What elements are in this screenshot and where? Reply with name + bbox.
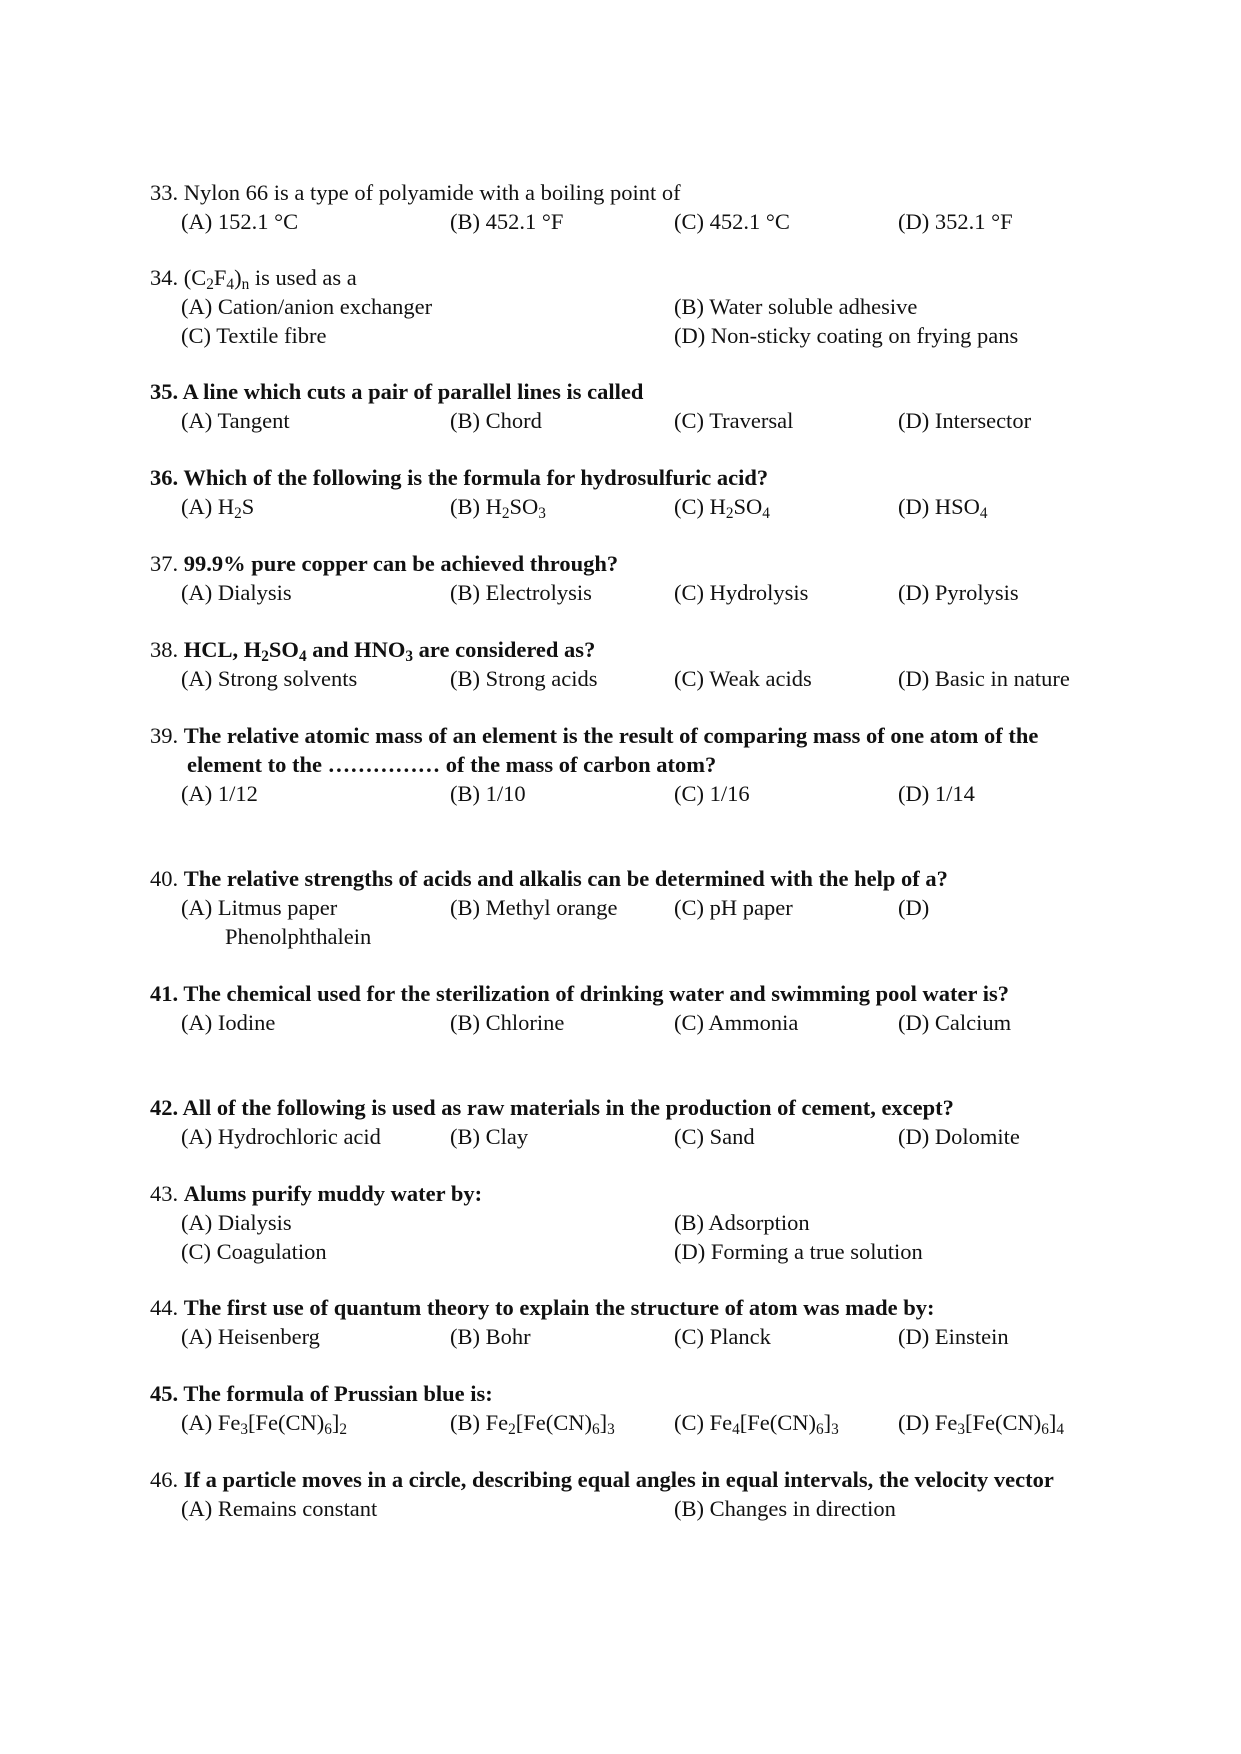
options-row: [150, 1208, 1100, 1237]
question-text: All of the following is used as raw materials in the production of cement, except?: [182, 1095, 954, 1120]
option-d-text[interactable]: Phenolphthalein: [225, 924, 372, 949]
option-d[interactable]: (D) Einstein: [898, 1324, 1009, 1349]
option-b[interactable]: (B) Bohr: [450, 1324, 531, 1349]
option-a[interactable]: (A) Hydrochloric acid: [181, 1124, 381, 1149]
question-number: 37.: [150, 551, 179, 576]
question-number: 39.: [150, 723, 179, 748]
option-a[interactable]: (A) $Fe_3[Fe(CN)_6]_2$: [181, 1410, 348, 1438]
question-number: 46.: [150, 1467, 179, 1492]
option-c[interactable]: (C) 1/16: [674, 781, 750, 806]
question-number: 45.: [150, 1381, 179, 1406]
option-d[interactable]: (D) Calcium: [898, 1010, 1012, 1035]
question-stem: [150, 1293, 1100, 1322]
option-d[interactable]: (D) Pyrolysis: [898, 580, 1019, 605]
question-number: 43.: [150, 1181, 179, 1206]
options-row: [150, 1008, 1100, 1037]
option-d[interactable]: (D) 352.1 °F: [898, 209, 1013, 234]
options-row: [150, 1494, 1100, 1523]
question-stem: [150, 864, 1100, 893]
question-stem: [150, 721, 1100, 750]
question-43: [150, 1179, 1100, 1266]
question-text: The relative strengths of acids and alkalis can be determined with the help of a?: [183, 866, 948, 891]
options-row: [150, 292, 1100, 321]
question-46: [150, 1465, 1100, 1523]
question-stem: [150, 1465, 1100, 1494]
question-42: [150, 1093, 1100, 1151]
question-text: HCL, $H_2SO_4$ and $HNO_3$ are considered as?: [183, 637, 596, 665]
question-text: $(C_2F_4)_n$ is used as a: [183, 265, 357, 293]
option-c[interactable]: (C) Ammonia: [674, 1010, 799, 1035]
options-row: [150, 1122, 1100, 1151]
option-a[interactable]: (A) Dialysis: [181, 580, 292, 605]
option-b[interactable]: (B) Adsorption: [674, 1210, 810, 1235]
option-c[interactable]: (C) pH paper: [674, 895, 793, 920]
question-37: [150, 549, 1100, 607]
question-text: A line which cuts a pair of parallel lines is called: [182, 379, 644, 404]
option-a[interactable]: (A) Heisenberg: [181, 1324, 320, 1349]
question-stem-continued: element to the …………… of the mass of carbon atom?: [187, 752, 717, 777]
question-number: 33.: [150, 180, 179, 205]
option-c[interactable]: (C) $Fe_4[Fe(CN)_6]_3$: [674, 1410, 839, 1438]
option-d[interactable]: (D) $HSO_4$: [898, 494, 988, 522]
question-44: [150, 1293, 1100, 1351]
option-c[interactable]: (C) Sand: [674, 1124, 755, 1149]
option-b[interactable]: (B) 1/10: [450, 781, 526, 806]
option-c[interactable]: (C) 452.1 °C: [674, 209, 790, 234]
question-41: [150, 979, 1100, 1037]
question-number: 41.: [150, 981, 179, 1006]
option-c[interactable]: (C) Textile fibre: [181, 323, 327, 348]
option-a[interactable]: (A) Remains constant: [181, 1496, 378, 1521]
question-number: 38.: [150, 637, 179, 662]
options-row: [150, 578, 1100, 607]
question-stem: [150, 178, 1100, 207]
option-a[interactable]: (A) Dialysis: [181, 1210, 292, 1235]
options-row: [150, 492, 1100, 521]
question-38: [150, 635, 1100, 693]
option-b[interactable]: (B) Strong acids: [450, 666, 598, 691]
question-text: The chemical used for the sterilization of drinking water and swimming pool water is?: [183, 981, 1009, 1006]
question-number: 35.: [150, 379, 179, 404]
question-stem: [150, 463, 1100, 492]
option-b[interactable]: (B) Clay: [450, 1124, 529, 1149]
question-text: Which of the following is the formula for hydrosulfuric acid?: [183, 465, 769, 490]
question-36: [150, 463, 1100, 521]
question-text: The relative atomic mass of an element is the result of comparing mass of one atom of the: [183, 723, 1039, 748]
question-text: Alums purify muddy water by:: [183, 1181, 483, 1206]
option-b[interactable]: (B) Water soluble adhesive: [674, 294, 918, 319]
option-b[interactable]: (B) Changes in direction: [674, 1496, 896, 1521]
options-row: [150, 1322, 1100, 1351]
options-row: [150, 321, 1100, 350]
question-number: 34.: [150, 265, 179, 290]
question-text: The formula of Prussian blue is:: [183, 1381, 493, 1406]
question-number: 44.: [150, 1295, 179, 1320]
question-33: [150, 178, 1100, 236]
question-40: [150, 864, 1100, 951]
options-row: [150, 406, 1100, 435]
question-number: 40.: [150, 866, 179, 891]
question-stem: [150, 1179, 1100, 1208]
question-39: [150, 721, 1100, 808]
question-stem: [150, 549, 1100, 578]
option-b[interactable]: (B) $Fe_2[Fe(CN)_6]_3$: [450, 1410, 615, 1438]
question-text: Nylon 66 is a type of polyamide with a boiling point of: [183, 180, 681, 205]
option-b[interactable]: (B) Chlorine: [450, 1010, 565, 1035]
option-a[interactable]: (A) Cation/anion exchanger: [181, 294, 433, 319]
option-a[interactable]: (A) Strong solvents: [181, 666, 358, 691]
option-a[interactable]: (A) $H_2S$: [181, 494, 255, 522]
option-b[interactable]: (B) 452.1 °F: [450, 209, 564, 234]
options-row: [150, 664, 1100, 693]
option-d[interactable]: (D) 1/14: [898, 781, 975, 806]
option-b[interactable]: (B) $H_2SO_3$: [450, 494, 546, 522]
option-c[interactable]: (C) Traversal: [674, 408, 794, 433]
question-stem: [150, 377, 1100, 406]
option-b[interactable]: (B) Methyl orange: [450, 895, 618, 920]
question-35: [150, 377, 1100, 435]
option-c[interactable]: (C) Coagulation: [181, 1239, 327, 1264]
question-45: [150, 1379, 1100, 1437]
options-row: [150, 1237, 1100, 1266]
option-c[interactable]: (C) $H_2SO_4$: [674, 494, 770, 522]
question-number: 36.: [150, 465, 179, 490]
question-text: If a particle moves in a circle, describing equal angles in equal intervals, the velocity vector: [183, 1467, 1054, 1492]
option-d[interactable]: (D) $Fe_3[Fe(CN)_6]_4$: [898, 1410, 1065, 1438]
option-b[interactable]: (B) Electrolysis: [450, 580, 592, 605]
question-34: [150, 263, 1100, 350]
option-b[interactable]: (B) Chord: [450, 408, 542, 433]
option-a[interactable]: (A) Litmus paper: [181, 895, 338, 920]
question-stem: [150, 635, 1100, 664]
question-number: 42.: [150, 1095, 179, 1120]
option-a[interactable]: (A) Tangent: [181, 408, 290, 433]
options-row: [150, 1408, 1100, 1437]
option-a[interactable]: (A) Iodine: [181, 1010, 276, 1035]
question-text: 99.9% pure copper can be achieved through?: [183, 551, 619, 576]
option-c[interactable]: (C) Hydrolysis: [674, 580, 809, 605]
options-row: [150, 779, 1100, 808]
option-d[interactable]: (D) Non-sticky coating on frying pans: [674, 323, 1019, 348]
option-d[interactable]: (D) Dolomite: [898, 1124, 1020, 1149]
option-d[interactable]: (D) Forming a true solution: [674, 1239, 923, 1264]
options-row: [150, 207, 1100, 236]
option-a[interactable]: (A) 1/12: [181, 781, 258, 806]
option-d[interactable]: (D) Intersector: [898, 408, 1032, 433]
option-a[interactable]: (A) 152.1 °C: [181, 209, 299, 234]
option-d[interactable]: (D): [898, 895, 930, 920]
question-stem: [150, 1093, 1100, 1122]
option-c[interactable]: (C) Weak acids: [674, 666, 812, 691]
question-text: The first use of quantum theory to explain the structure of atom was made by:: [183, 1295, 935, 1320]
options-row: [150, 893, 1100, 922]
question-stem: [150, 979, 1100, 1008]
question-stem: [150, 263, 1100, 292]
option-d[interactable]: (D) Basic in nature: [898, 666, 1070, 691]
question-stem: [150, 1379, 1100, 1408]
option-c[interactable]: (C) Planck: [674, 1324, 771, 1349]
